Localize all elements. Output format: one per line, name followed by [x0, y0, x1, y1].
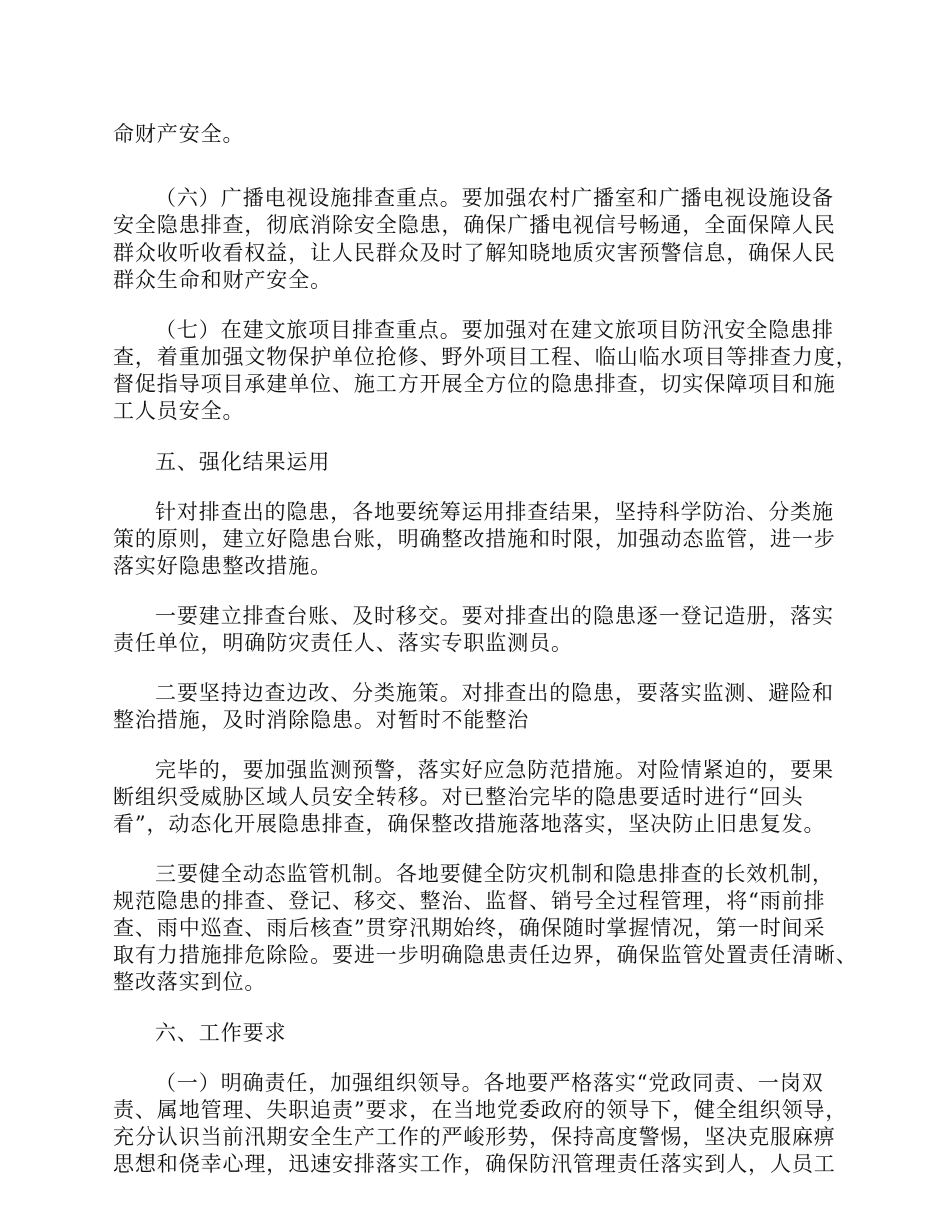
text-line: 命财产安全。 [113, 122, 245, 146]
text-line: 思想和侥幸心理，迅速安排落实工作，确保防汛管理责任落实到人，人员工 [113, 1152, 836, 1176]
text-line: 三要健全动态监管机制。各地要健全防灾机制和隐患排查的长效机制， [155, 862, 834, 886]
text-line: 整治措施，及时消除隐患。对暂时不能整治 [113, 708, 530, 732]
text-line: 完毕的，要加强监测预警，落实好应急防范措施。对险情紧迫的，要果 [155, 758, 834, 782]
text-line: 责、属地管理、失职追责”要求，在当地党委政府的领导下，健全组织领导， [113, 1098, 848, 1122]
text-line: 针对排查出的隐患，各地要统筹运用排查结果，坚持科学防治、分类施 [155, 500, 834, 524]
text-line: 查、雨中巡查、雨后核查”贯穿汛期始终，确保随时掌握情况，第一时间采 [113, 916, 826, 940]
text-line: 群众收听收看权益，让人民群众及时了解知晓地质灾害预警信息，确保人民 [113, 241, 836, 265]
text-line: 工人员安全。 [113, 399, 245, 423]
text-line: 规范隐患的排查、登记、移交、整治、监督、销号全过程管理，将“雨前排 [113, 889, 826, 913]
text-line: 查，着重加强文物保护单位抢修、野外项目工程、临山临水项目等排查力度， [113, 345, 858, 369]
text-line: 一要建立排查台账、及时移交。要对排查出的隐患逐一登记造册，落实 [155, 604, 834, 628]
text-line: 责任单位，明确防灾责任人、落实专职监测员。 [113, 631, 573, 655]
text-line: 看”，动态化开展隐患排查，确保整改措施落地落实，坚决防止旧患复发。 [113, 812, 826, 836]
text-line: 取有力措施排危除险。要进一步明确隐患责任边界，确保监管处置责任清晰、 [113, 943, 858, 967]
text-line: 充分认识当前汛期安全生产工作的严峻形势，保持高度警惕，坚决克服麻痹 [113, 1125, 836, 1149]
text-line: 落实好隐患整改措施。 [113, 554, 332, 578]
text-line: 断组织受威胁区域人员安全转移。对已整治完毕的隐患要适时进行“回头 [113, 785, 804, 809]
text-line: （六）广播电视设施排查重点。要加强农村广播室和广播电视设施设备 [155, 186, 834, 210]
text-line: 策的原则，建立好隐患台账，明确整改措施和时限，加强动态监管，进一步 [113, 527, 836, 551]
section-heading: 六、工作要求 [155, 1021, 287, 1045]
text-line: 二要坚持边查边改、分类施策。对排查出的隐患，要落实监测、避险和 [155, 681, 834, 705]
text-line: （一）明确责任，加强组织领导。各地要严格落实“党政同责、一岗双 [155, 1071, 824, 1095]
text-line: 安全隐患排查，彻底消除安全隐患，确保广播电视信号畅通，全面保障人民 [113, 213, 836, 237]
text-line: （七）在建文旅项目排查重点。要加强对在建文旅项目防汛安全隐患排 [155, 318, 834, 342]
text-line: 群众生命和财产安全。 [113, 268, 332, 292]
text-line: 督促指导项目承建单位、施工方开展全方位的隐患排查，切实保障项目和施 [113, 372, 836, 396]
section-heading: 五、强化结果运用 [155, 450, 331, 474]
text-line: 整改落实到位。 [113, 970, 267, 994]
